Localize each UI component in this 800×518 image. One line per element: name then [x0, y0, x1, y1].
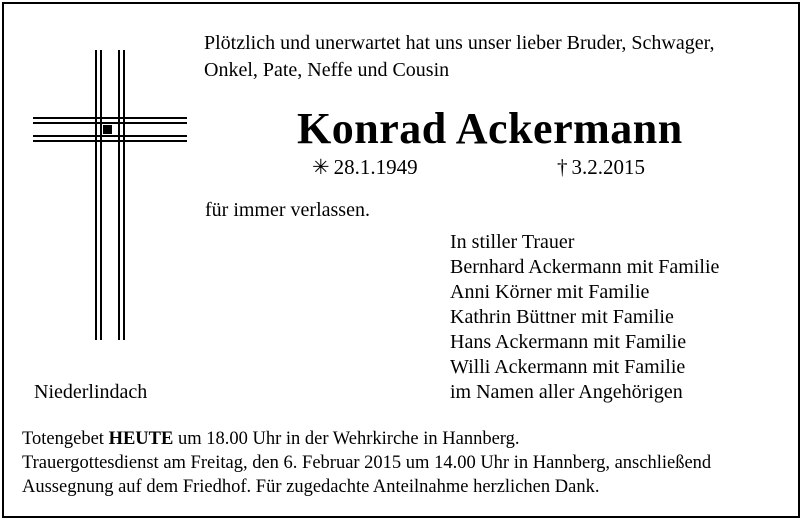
birth-star-icon: ✳ [312, 155, 330, 179]
mourner-line: Kathrin Büttner mit Familie [450, 306, 674, 328]
place-name: Niederlindach [34, 381, 148, 403]
footer-today: HEUTE [108, 429, 174, 449]
mourner-line: Hans Ackermann mit Familie [450, 331, 687, 353]
mourner-line: Willi Ackermann mit Familie [450, 356, 686, 378]
mourner-line: im Namen aller Angehörigen [450, 381, 683, 403]
intro-text [204, 30, 784, 84]
death-date: 3.2.2015 [571, 155, 645, 179]
death-cross-icon: † [557, 155, 568, 179]
intro-line-1: Plötzlich und unerwartet hat uns unser lieber Bruder, Schwager, [204, 32, 715, 54]
mourner-line: Bernhard Ackermann mit Familie [450, 256, 720, 278]
left-text: für immer verlassen. [205, 199, 370, 221]
footer-line-1-end: um 18.00 Uhr in der Wehrkirche in Hannberg. [173, 429, 520, 449]
footer-line-1-start: Totengebet [22, 429, 109, 449]
mourners-list [450, 230, 719, 405]
cross-icon [30, 50, 190, 340]
deceased-name: Konrad Ackermann [297, 104, 683, 153]
death-date-line [557, 152, 645, 182]
mourner-line: Anni Körner mit Familie [450, 281, 650, 303]
service-info [22, 427, 782, 499]
birth-date: 28.1.1949 [333, 155, 418, 179]
mourner-line: In stiller Trauer [450, 231, 575, 253]
footer-line-2: Trauergottesdienst am Freitag, den 6. Februar 2015 um 14.00 Uhr in Hannberg, anschließend [22, 453, 712, 473]
intro-line-2: Onkel, Pate, Neffe und Cousin [204, 59, 450, 81]
footer-line-1 [22, 427, 782, 451]
birth-date-line [312, 152, 418, 182]
footer-line-3: Aussegnung auf dem Friedhof. Für zugedachte Anteilnahme herzlichen Dank. [22, 477, 600, 497]
